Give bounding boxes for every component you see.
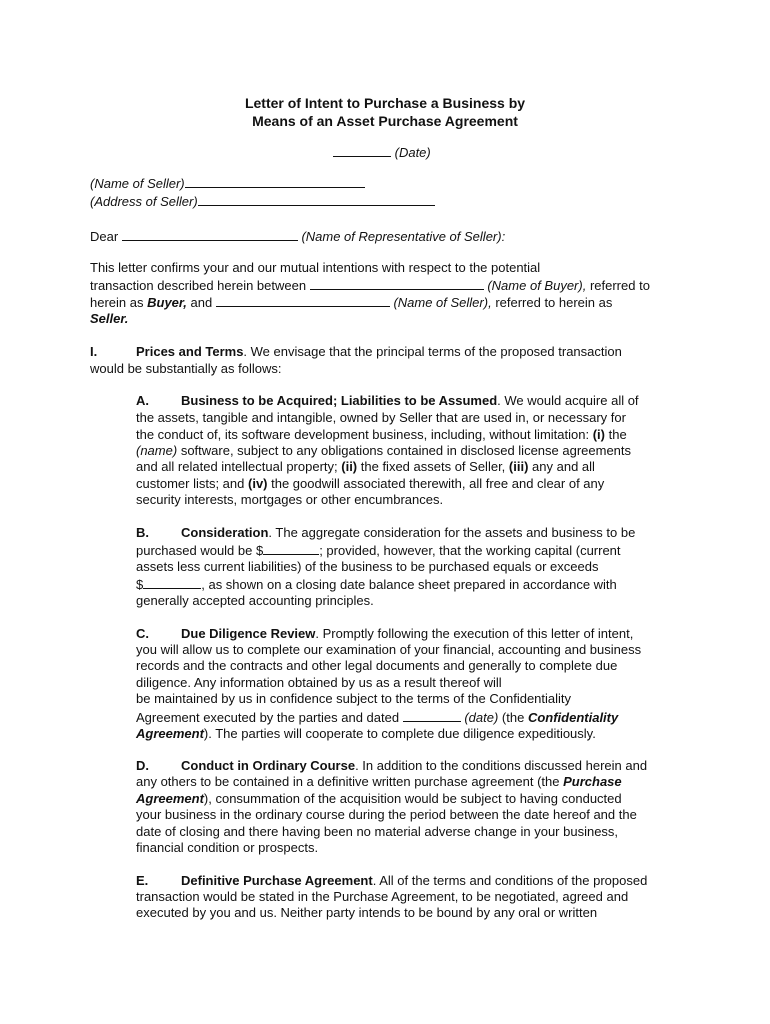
item-c-line-6 — [136, 709, 618, 727]
seller-term: Seller. — [90, 311, 129, 326]
item-a-heading: Business to be Acquired; Liabilities to be Assumed — [181, 393, 498, 408]
item-d-text-1: . In addition to the conditions discussed herein and — [355, 758, 648, 773]
seller-name-blank — [185, 175, 365, 188]
intro-line-2 — [90, 277, 650, 295]
item-a-text-1: . We would acquire all of — [497, 393, 639, 408]
item-d-line-6 — [136, 840, 318, 857]
item-b-text-4a: $ — [136, 577, 144, 592]
salutation-line — [90, 228, 505, 246]
item-a-text-6a: customer lists; and — [136, 476, 245, 491]
intro-text-2a: transaction described herein between — [90, 278, 307, 293]
item-c-text-3: records and the contracts and other legal documents and generally to complete due — [136, 658, 618, 673]
item-a-line-3 — [136, 427, 627, 444]
item-c-line-4 — [136, 675, 502, 692]
seller-address-line — [90, 193, 435, 211]
item-d-number: D. — [136, 758, 149, 773]
intro-line-3 — [90, 294, 612, 312]
item-c-line-1 — [136, 626, 633, 643]
item-a-marker-i: (i) — [592, 427, 605, 442]
item-b-heading: Consideration — [181, 525, 269, 540]
item-a-text-6c: the goodwill associated therewith, all free and clear of any — [271, 476, 605, 491]
document-title — [0, 94, 770, 130]
date-blank — [333, 144, 391, 157]
price-blank — [263, 542, 319, 555]
intro-text-3a: herein as — [90, 295, 144, 310]
item-b-line-3 — [136, 559, 598, 576]
item-a-line-7 — [136, 492, 443, 509]
confidentiality-date-blank — [403, 709, 461, 722]
intro-line-4 — [90, 311, 128, 328]
intro-line-1 — [90, 260, 540, 277]
item-b-text-2b: ; provided, however, that the working capital (current — [319, 543, 621, 558]
date-label: (Date) — [394, 145, 431, 160]
item-c-line-2 — [136, 642, 641, 659]
section-1-number: I. — [90, 344, 98, 359]
item-c-text-6a: Agreement executed by the parties and dated — [136, 710, 400, 725]
item-a-text-7: security interests, mortgages or other encumbrances. — [136, 492, 444, 507]
item-a-number: A. — [136, 393, 149, 408]
intro-text-3c: and — [190, 295, 213, 310]
item-e-number: E. — [136, 873, 149, 888]
intro-text-3e: referred to herein as — [495, 295, 613, 310]
item-a-line-2 — [136, 410, 626, 427]
seller-address-label: (Address of Seller) — [90, 194, 198, 209]
item-d-text-3b: ), consummation of the acquisition would be subject to having conducted — [203, 791, 622, 806]
item-b-text-4b: , as shown on a closing date balance sheet prepared in accordance with — [201, 577, 617, 592]
item-a-name-label: (name) — [136, 443, 178, 458]
item-b-line-5 — [136, 593, 374, 610]
confidentiality-term: Confidentiality — [527, 710, 619, 725]
item-d-text-5: date of closing and there having been no material adverse change in your business, — [136, 824, 619, 839]
item-b-text-1: . The aggregate consideration for the assets and business to be — [268, 525, 636, 540]
section-1-heading: Prices and Terms — [136, 344, 244, 359]
title-line-1: Letter of Intent to Purchase a Business by — [244, 95, 526, 111]
intro-text-1: This letter confirms your and our mutual intentions with respect to the potential — [90, 260, 541, 275]
item-b-text-5: generally accepted accounting principles. — [136, 593, 374, 608]
representative-blank — [122, 228, 298, 241]
item-b-line-4 — [136, 576, 617, 594]
item-a-marker-ii: (ii) — [341, 459, 358, 474]
item-c-line-7 — [136, 726, 596, 743]
item-e-line-3 — [136, 905, 597, 922]
seller-name-blank-2 — [216, 294, 390, 307]
purchase-term: Purchase — [563, 774, 622, 789]
item-c-text-4: diligence. Any information obtained by us as a result thereof will — [136, 675, 502, 690]
item-c-text-2: you will allow us to complete our examination of your financial, accounting and business — [136, 642, 642, 657]
buyer-term: Buyer, — [147, 295, 187, 310]
item-d-text-4: your business in the ordinary course during the period between the date hereof and the — [136, 807, 637, 822]
buyer-name-label: (Name of Buyer), — [487, 278, 587, 293]
item-a-marker-iv: (iv) — [248, 476, 268, 491]
item-a-marker-iii: (iii) — [508, 459, 529, 474]
item-c-heading: Due Diligence Review — [181, 626, 316, 641]
date-line — [333, 144, 431, 162]
item-b-text-3: assets less current liabilities) of the business to be purchased equals or exceeds — [136, 559, 599, 574]
item-b-number: B. — [136, 525, 149, 540]
representative-label: (Name of Representative of Seller): — [301, 229, 506, 244]
item-c-date-label: (date) — [464, 710, 499, 725]
section-1-text-2: would be substantially as follows: — [90, 361, 282, 376]
seller-name-label-2: (Name of Seller), — [393, 295, 492, 310]
item-a-line-6 — [136, 476, 604, 493]
item-a-text-4b: software, subject to any obligations contained in disclosed license agreements — [180, 443, 632, 458]
item-c-line-5 — [136, 691, 571, 708]
item-b-line-1 — [136, 525, 635, 542]
item-c-number: C. — [136, 626, 149, 641]
item-a-text-2: the assets, tangible and intangible, owned by Seller that are used in, or necessary for — [136, 410, 626, 425]
item-e-line-1 — [136, 873, 647, 890]
seller-name-line — [90, 175, 365, 193]
salutation-word: Dear — [90, 229, 119, 244]
item-e-heading: Definitive Purchase Agreement — [181, 873, 373, 888]
intro-text-2c: referred to — [589, 278, 650, 293]
item-a-line-5 — [136, 459, 595, 476]
buyer-name-blank — [310, 277, 484, 290]
item-e-text-3: executed by you and us. Neither party intends to be bound by any oral or written — [136, 905, 598, 920]
section-1-text-1: . We envisage that the principal terms of the proposed transaction — [243, 344, 622, 359]
item-e-text-1: . All of the terms and conditions of the proposed — [372, 873, 648, 888]
item-e-line-2 — [136, 889, 628, 906]
purchase-agreement-term: Agreement — [136, 791, 204, 806]
item-c-text-1: . Promptly following the execution of this letter of intent, — [315, 626, 634, 641]
item-a-text-5e: any and all — [532, 459, 595, 474]
working-capital-blank — [143, 576, 201, 589]
item-d-text-2a: any others to be contained in a definitive written purchase agreement (the — [136, 774, 560, 789]
item-e-text-2: transaction would be stated in the Purchase Agreement, to be negotiated, agreed and — [136, 889, 629, 904]
section-1-line-1 — [90, 344, 622, 361]
title-line-2: Means of an Asset Purchase Agreement — [252, 113, 518, 129]
item-b-line-2 — [136, 542, 621, 560]
item-b-text-2a: purchased would be $ — [136, 543, 264, 558]
item-d-heading: Conduct in Ordinary Course — [181, 758, 356, 773]
item-d-text-6: financial condition or prospects. — [136, 840, 319, 855]
item-d-line-5 — [136, 824, 618, 841]
item-d-line-4 — [136, 807, 637, 824]
item-c-text-5: be maintained by us in confidence subject to the terms of the Confidentiality — [136, 691, 572, 706]
item-a-text-5c: the fixed assets of Seller, — [360, 459, 506, 474]
seller-name-label: (Name of Seller) — [90, 176, 185, 191]
item-a-text-3a: the conduct of, its software development business, including, without limitation: — [136, 427, 590, 442]
item-a-line-4 — [136, 443, 631, 460]
seller-address-blank — [198, 193, 435, 206]
item-d-line-3 — [136, 791, 622, 808]
item-c-text-6c: (the — [501, 710, 525, 725]
item-c-line-3 — [136, 658, 617, 675]
section-1-line-2 — [90, 361, 282, 378]
item-c-text-7b: ). The parties will cooperate to complete due diligence expeditiously. — [203, 726, 596, 741]
item-a-text-3c: the — [608, 427, 627, 442]
item-d-line-1 — [136, 758, 647, 775]
item-a-text-5a: and all related intellectual property; — [136, 459, 338, 474]
item-a-line-1 — [136, 393, 639, 410]
item-d-line-2 — [136, 774, 622, 791]
agreement-term: Agreement — [136, 726, 204, 741]
